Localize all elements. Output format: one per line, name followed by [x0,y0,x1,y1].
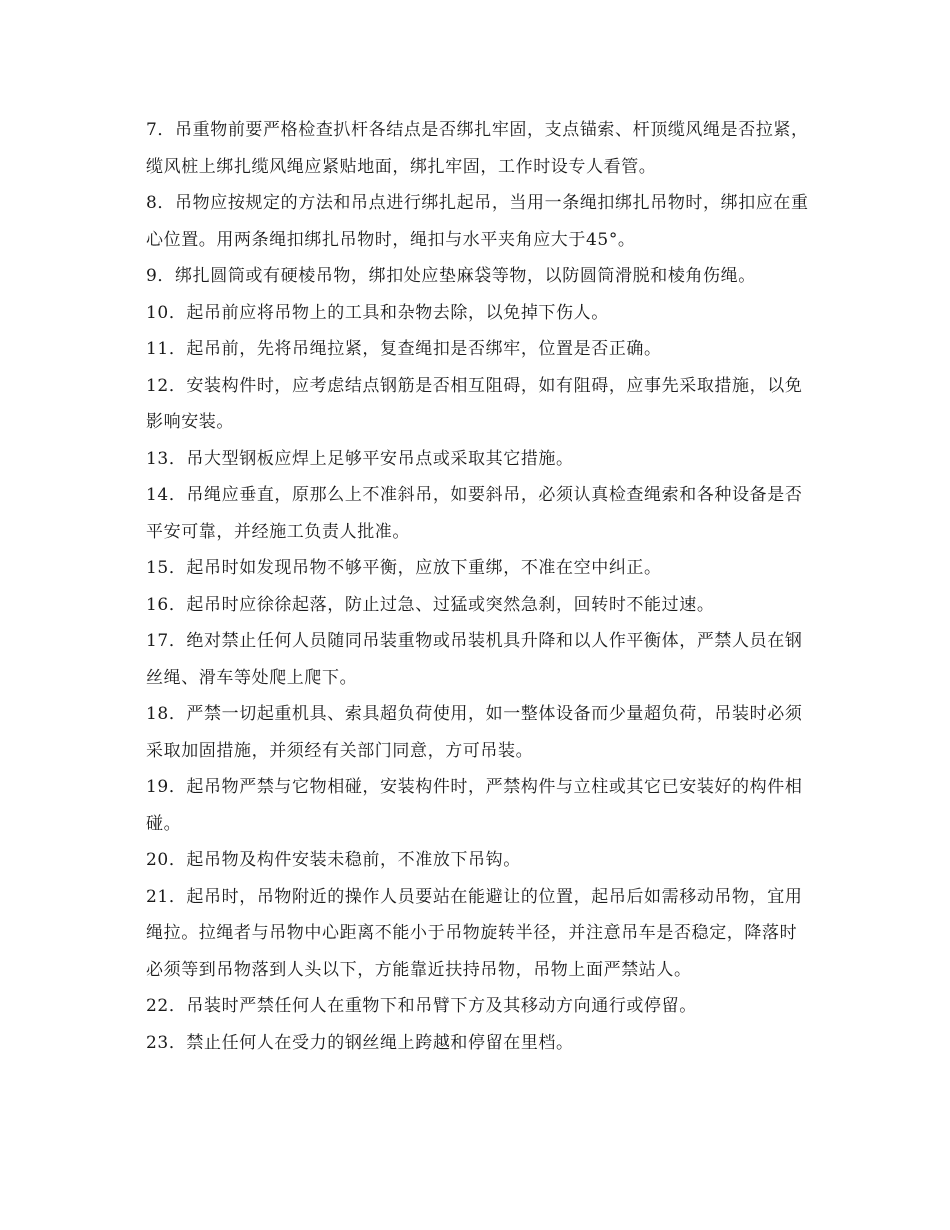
list-item: 11．起吊前，先将吊绳拉紧，复查绳扣是否绑牢，位置是否正确。 [146,339,662,359]
list-item: 23．禁止任何人在受力的钢丝绳上跨越和停留在里档。 [146,1032,574,1053]
list-item: 17．绝对禁止任何人员随同吊装重物或吊装机具升降和以人作平衡体，严禁人员在钢丝绳、滑车等处爬上爬下。 [146,631,803,688]
list-item: 19．起吊物严禁与它物相碰，安装构件时，严禁构件与立柱或其它已安装好的构件相碰。 [146,777,803,834]
list-item: 13．吊大型钢板应焊上足够平安吊点或采取其它措施。 [146,448,574,469]
list-item: 10．起吊前应将吊物上的工具和杂物去除，以免掉下伤人。 [146,302,609,323]
list-item: 8．吊物应按规定的方法和吊点进行绑扎起吊，当用一条绳扣绑扎吊物时，绑扣应在重心位置。用两条绳扣绑扎吊物时，绳扣与水平夹角应大于45°。 [146,193,809,250]
list-item: 9．绑扎圆筒或有硬棱吊物，绑扣处应垫麻袋等物，以防圆筒滑脱和棱角伤绳。 [146,266,756,286]
document-body [146,112,814,1061]
list-item: 20．起吊物及构件安装未稳前，不准放下吊钩。 [146,850,521,870]
list-item: 22．吊装时严禁任何人在重物下和吊臂下方及其移动方向通行或停留。 [146,996,697,1016]
list-item: 18．严禁一切起重机具、索具超负荷使用，如一整体设备而少量超负荷，吊装时必须采取加固措施，并须经有关部门同意，方可吊装。 [146,704,803,761]
list-item: 7．吊重物前要严格检查扒杆各结点是否绑扎牢固，支点锚索、杆顶缆风绳是否拉紧，缆风桩上绑扎缆风绳应紧贴地面，绑扎牢固，工作时设专人看管。 [146,120,809,177]
list-item: 12．安装构件时，应考虑结点钢筋是否相互阻碍，如有阻碍，应事先采取措施，以免影响安装。 [146,375,803,432]
list-item: 14．吊绳应垂直，原那么上不准斜吊，如要斜吊，必须认真检查绳索和各种设备是否平安可靠，并经施工负责人批准。 [146,485,803,542]
list-item: 15．起吊时如发现吊物不够平衡，应放下重绑，不准在空中纠正。 [146,558,662,578]
list-item: 21．起吊时，吊物附近的操作人员要站在能避让的位置，起吊后如需移动吊物，宜用绳拉。拉绳者与吊物中心距离不能小于吊物旋转半径，并注意吊车是否稳定，降落时必须等到吊物落到人头以下，方能靠近扶持吊物，吊物上面严禁站人。 [146,886,803,980]
list-item: 16．起吊时应徐徐起落，防止过急、过猛或突然急刹，回转时不能过速。 [146,594,715,615]
